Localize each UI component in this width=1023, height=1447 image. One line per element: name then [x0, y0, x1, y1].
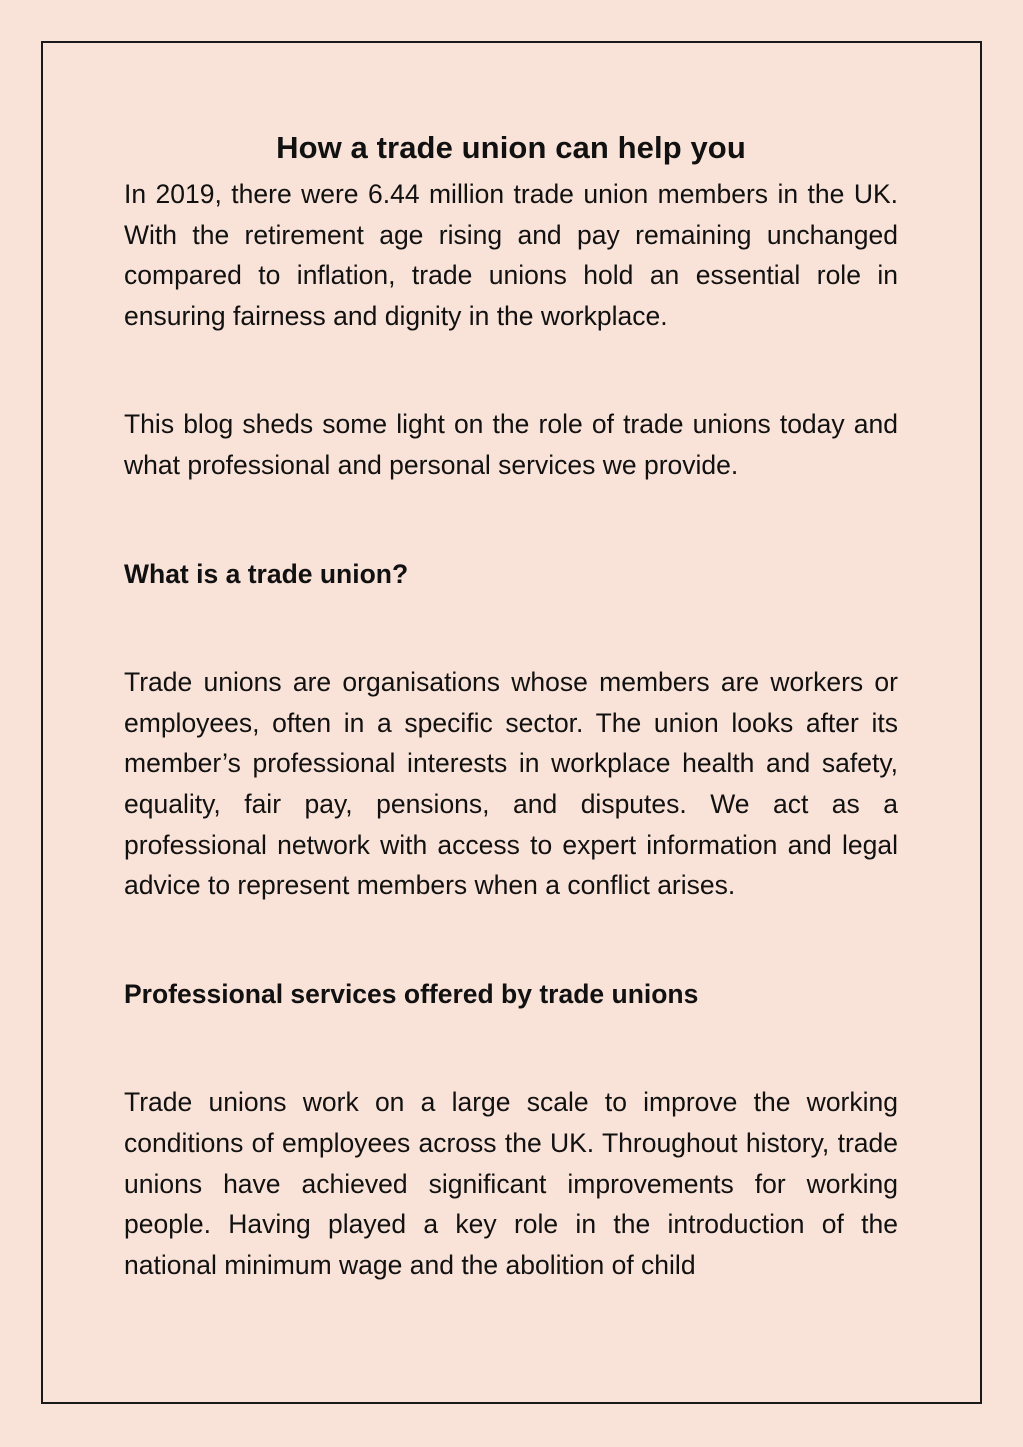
document-title: How a trade union can help you	[276, 130, 746, 165]
document-body	[124, 120, 898, 1285]
section-heading-what-is: What is a trade union?	[124, 558, 409, 589]
section-heading-professional-services: Professional services offered by trade unions	[124, 978, 699, 1009]
professional-services-paragraph: Trade unions work on a large scale to improve the working conditions of employees across the UK. Throughout history, trade unions have achieved significant improvements for working people. Having played a key role in the introduction of the national minimum wage and the abolition of child	[124, 1087, 898, 1280]
what-is-paragraph: Trade unions are organisations whose members are workers or employees, often in a specific sector. The union looks after its member’s professional interests in workplace health and safety, equality, fair pay, pensions, and disputes. We act as a professional network with access to expert information and legal advice to represent members when a conflict arises.	[124, 667, 898, 901]
intro-paragraph: In 2019, there were 6.44 million trade union members in the UK. With the retirement age rising and pay remaining unchanged compared to inflation, trade unions hold an essential role in ensuring fairness and dignity in the workplace.	[124, 179, 898, 331]
blog-overview-paragraph: This blog sheds some light on the role of trade unions today and what professional and personal services we provide.	[124, 409, 898, 480]
